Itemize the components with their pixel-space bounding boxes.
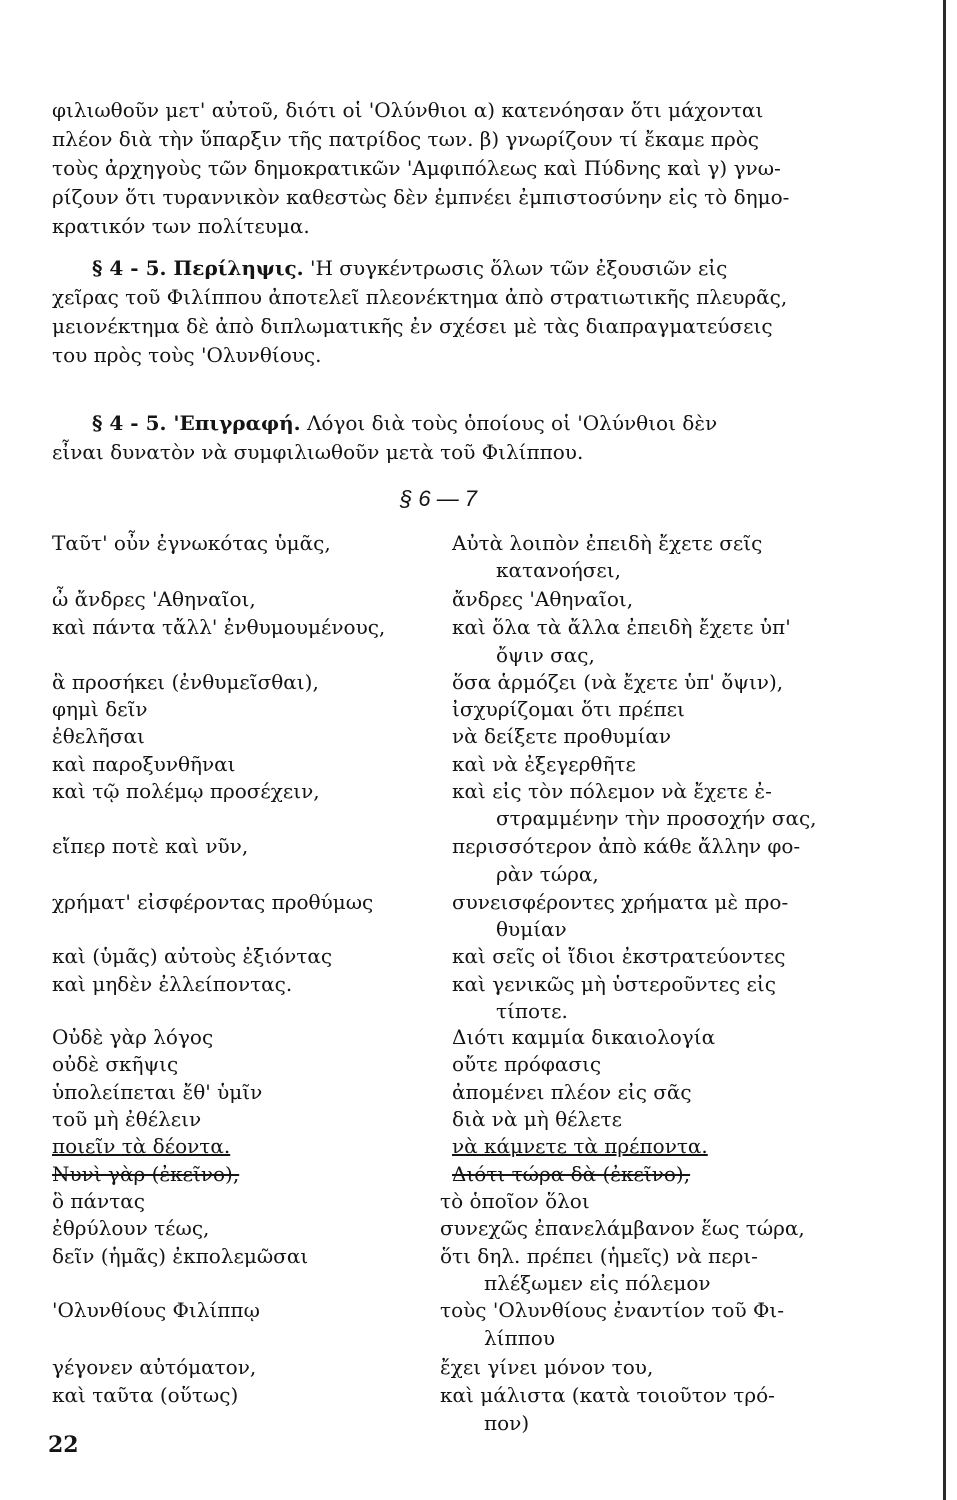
translation-line: καὶ γενικῶς μὴ ὑστεροῦντες εἰς [452, 972, 776, 996]
text-line: του πρὸς τοὺς 'Ολυνθίους. [52, 343, 322, 367]
text-line: χεῖρας τοῦ Φιλίππου ἀποτελεῖ πλεονέκτημα ἀπὸ στρατιωτικῆς πλευρᾶς, [52, 285, 788, 309]
translation-line: περισσότερον ἀπὸ κάθε ἄλλην φο- [452, 834, 801, 858]
text-line: εἶναι δυνατὸν νὰ συμφιλιωθοῦν μετὰ τοῦ Φιλίππου. [52, 440, 584, 464]
translation-line: ὅσα ἁρμόζει (νὰ ἔχετε ὑπ' ὄψιν), [452, 670, 784, 694]
translation-line: ὅτι δηλ. πρέπει (ἡμεῖς) νὰ περι- [440, 1244, 758, 1268]
translation-line: Διότι τώρα δὰ (ἐκεῖνο), [452, 1162, 691, 1186]
translation-line: πον) [484, 1411, 530, 1435]
summary-paragraph [52, 254, 852, 370]
ancient-line: ἐθελῆσαι [52, 724, 145, 748]
translation-line: ἰσχυρίζομαι ὅτι πρέπει [452, 697, 685, 721]
ancient-line: φημὶ δεῖν [52, 697, 148, 721]
ancient-line: Οὐδὲ γὰρ λόγος [52, 1025, 214, 1049]
ancient-line: Νυνὶ γὰρ (ἐκεῖνο), [52, 1162, 240, 1186]
text-line: πλέον διὰ τὴν ὕπαρξιν τῆς πατρίδος των. β) γνωρίζουν τί ἔκαμε πρὸς [52, 127, 759, 151]
ancient-line: τοῦ μὴ ἐθέλειν [52, 1107, 202, 1131]
inscription-first-line: Λόγοι διὰ τοὺς ὁποίους οἱ 'Ολύνθιοι δὲν [306, 411, 718, 435]
translation-line: καὶ ὅλα τὰ ἄλλα ἐπειδὴ ἔχετε ὑπ' [452, 615, 791, 639]
translation-line: διὰ νὰ μὴ θέλετε [452, 1107, 622, 1131]
translation-line: ἀπομένει πλέον εἰς σᾶς [452, 1080, 692, 1104]
translation-line: πλέξωμεν εἰς πόλεμον [484, 1271, 711, 1295]
text-line: κρατικόν των πολίτευμα. [52, 214, 310, 238]
ancient-line: ποιεῖν τὰ δέοντα. [52, 1134, 231, 1158]
ancient-line: ἐθρύλουν τέως, [52, 1216, 210, 1240]
translation-line: καὶ σεῖς οἱ ἴδιοι ἐκστρατεύοντες [452, 944, 786, 968]
inscription-label: § 4 - 5. 'Επιγραφή. [92, 411, 301, 435]
ancient-line: καὶ παροξυνθῆναι [52, 752, 236, 776]
summary-label: § 4 - 5. Περίληψις. [92, 256, 304, 280]
ancient-line: 'Ολυνθίους Φιλίππῳ [52, 1298, 260, 1322]
ancient-line: δεῖν (ἡμᾶς) ἐκπολεμῶσαι [52, 1244, 309, 1268]
translation-line: ἄνδρες 'Αθηναῖοι, [452, 587, 634, 611]
translation-line: ὄψιν σας, [496, 643, 595, 667]
translation-line: τίποτε. [496, 999, 568, 1023]
translation-line: ἔχει γίνει μόνον του, [440, 1355, 654, 1379]
intro-paragraph [52, 96, 852, 241]
section-heading: § 6 — 7 [400, 486, 478, 511]
ancient-line: Ταῦτ' οὖν ἐγνωκότας ὑμᾶς, [52, 531, 331, 555]
translation-line: συνεχῶς ἐπανελάμβανον ἕως τώρα, [440, 1216, 805, 1240]
ancient-line: γέγονεν αὐτόματον, [52, 1355, 257, 1379]
translation-line: καὶ μάλιστα (κατὰ τοιοῦτον τρό- [440, 1383, 775, 1407]
ancient-line: ὃ πάντας [52, 1189, 145, 1213]
translation-line: καὶ εἰς τὸν πόλεμον νὰ ἔχετε ἐ- [452, 779, 772, 803]
translation-line: Διότι καμμία δικαιολογία [452, 1025, 716, 1049]
ancient-line: καὶ (ὑμᾶς) αὐτοὺς ἐξιόντας [52, 944, 333, 968]
text-line: τοὺς ἀρχηγοὺς τῶν δημοκρατικῶν 'Αμφιπόλεως καὶ Πύδνης καὶ γ) γνω- [52, 156, 781, 180]
translation-line: ρὰν τώρα, [496, 862, 599, 886]
text-line: μειονέκτημα δὲ ἀπὸ διπλωματικῆς ἐν σχέσει μὲ τὰς διαπραγματεύσεις [52, 314, 773, 338]
translation-line: τοὺς 'Ολυνθίους ἐναντίον τοῦ Φι- [440, 1298, 784, 1322]
ancient-line: οὐδὲ σκῆψις [52, 1052, 179, 1076]
summary-first-line: 'Η συγκέντρωσις ὅλων τῶν ἐξουσιῶν εἰς [310, 256, 728, 280]
translation-line: οὔτε πρόφασις [452, 1052, 602, 1076]
ancient-line: ὦ ἄνδρες 'Αθηναῖοι, [52, 587, 256, 611]
ancient-line: εἴπερ ποτὲ καὶ νῦν, [52, 834, 249, 858]
translation-line: τὸ ὁποῖον ὅλοι [440, 1189, 590, 1213]
translation-line: Αὐτὰ λοιπὸν ἐπειδὴ ἔχετε σεῖς [452, 531, 763, 555]
inscription-paragraph [52, 409, 852, 467]
text-line: ρίζουν ὅτι τυραννικὸν καθεστὼς δὲν ἐμπνέει ἐμπιστοσύνην εἰς τὸ δημο- [52, 185, 790, 209]
translation-line: νὰ κάμνετε τὰ πρέποντα. [452, 1134, 708, 1158]
ancient-line: καὶ ταῦτα (οὕτως) [52, 1383, 239, 1407]
ancient-line: ἃ προσήκει (ἐνθυμεῖσθαι), [52, 670, 319, 694]
translation-line: κατανοήσει, [496, 558, 621, 582]
translation-line: θυμίαν [496, 917, 567, 941]
text-line [52, 254, 852, 283]
ancient-line: ὑπολείπεται ἔθ' ὑμῖν [52, 1080, 263, 1104]
text-line [52, 409, 852, 438]
translation-line: λίππου [484, 1326, 556, 1350]
ancient-line: καὶ πάντα τἄλλ' ἐνθυμουμένους, [52, 615, 386, 639]
page-number: 22 [48, 1432, 79, 1458]
translation-line: συνεισφέροντες χρήματα μὲ προ- [452, 890, 789, 914]
page-edge-line [943, 0, 946, 1500]
translation-line: καὶ νὰ ἐξεγερθῆτε [452, 752, 636, 776]
translation-line: νὰ δείξετε προθυμίαν [452, 724, 672, 748]
ancient-line: καὶ τῷ πολέμῳ προσέχειν, [52, 779, 320, 803]
translation-line: στραμμένην τὴν προσοχήν σας, [496, 806, 817, 830]
ancient-line: χρήματ' εἰσφέροντας προθύμως [52, 890, 374, 914]
ancient-line: καὶ μηδὲν ἐλλείποντας. [52, 972, 293, 996]
text-line: φιλιωθοῦν μετ' αὐτοῦ, διότι οἱ 'Ολύνθιοι α) κατενόησαν ὅτι μάχονται [52, 98, 764, 122]
